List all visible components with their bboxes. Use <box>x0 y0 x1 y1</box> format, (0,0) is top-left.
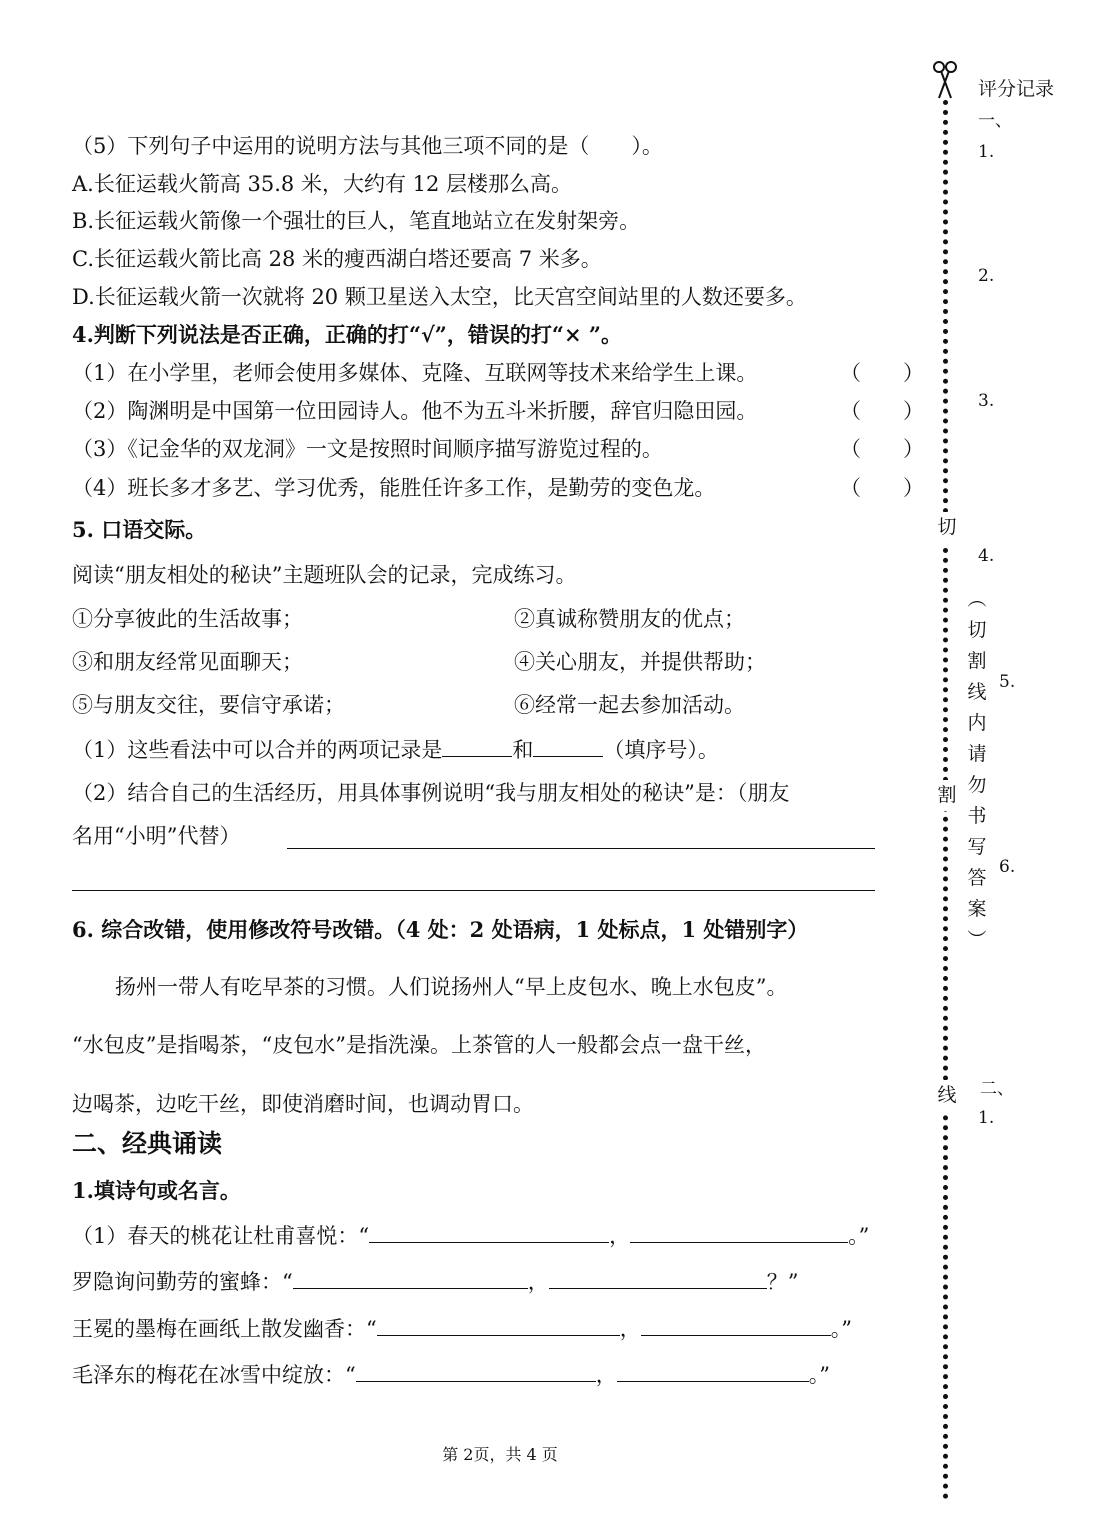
poem-line-1-comma: ， <box>609 1224 631 1248</box>
notice-char: 案 <box>967 898 987 920</box>
q5-sub2: （2）结合自己的生活经历，用具体事例说明“我与朋友相处的秘诀”是：（朋友 <box>72 781 790 805</box>
q5-title: 5. 口语交际。 <box>72 517 207 542</box>
poem-blank-3a[interactable] <box>377 1315 620 1336</box>
notice-char: 请 <box>967 743 987 765</box>
record-3: ③和朋友经常见面聊天； <box>72 650 303 674</box>
q5-sub1-text-b: 和 <box>512 738 534 762</box>
poem-line-3-end: 。” <box>830 1317 852 1341</box>
notice-char: 答 <box>967 867 987 889</box>
poem-line-1 <box>72 1222 869 1250</box>
q4-item-3: （3）《记金华的双龙洞》一文是按照时间顺序描写游览过程的。 <box>72 437 663 461</box>
q4-answer-paren-3[interactable]: （ ） <box>840 437 924 461</box>
poem-line-1-prompt: （1）春天的桃花让杜甫喜悦：“ <box>72 1224 370 1248</box>
poem-line-4-end: 。” <box>808 1363 830 1387</box>
option-a: A.长征运载火箭高 35.8 米，大约有 12 层楼那么高。 <box>72 172 573 196</box>
option-c: C.长征运载火箭比高 28 米的瘦西湖白塔还要高 7 米多。 <box>72 247 602 271</box>
q4-item-1: （1）在小学里，老师会使用多媒体、克隆、互联网等技术来给学生上课。 <box>72 361 758 385</box>
poem-line-3 <box>72 1315 852 1343</box>
score-section-1: 一、 <box>978 111 1012 131</box>
blank-record-a[interactable] <box>442 736 512 757</box>
poem-line-2-comma: ， <box>527 1270 549 1294</box>
q4-title: 4.判断下列说法是否正确，正确的打“√”，错误的打“× ”。 <box>72 322 622 347</box>
q5-sub1-text-a: （1）这些看法中可以合并的两项记录是 <box>72 738 443 762</box>
q6-paragraph-line-3: 边喝茶，边吃干丝，即使消磨时间，也调动胃口。 <box>72 1092 534 1116</box>
q4-answer-paren-1[interactable]: （ ） <box>840 361 924 385</box>
poem-line-2 <box>72 1268 799 1296</box>
notice-char: 勿 <box>967 774 987 796</box>
notice-char: 书 <box>967 805 987 827</box>
score-item-2: 2. <box>978 266 995 286</box>
cut-label-2: 割 <box>936 780 958 811</box>
score-record-title: 评分记录 <box>978 78 1055 100</box>
poem-line-2-prompt: 罗隐询问勤劳的蜜蜂：“ <box>72 1270 293 1294</box>
section2-q1-title: 1.填诗句或名言。 <box>72 1178 241 1203</box>
q6-paragraph-line-2: “水包皮”是指喝茶，“皮包水”是指洗澡。上茶管的人一般都会点一盘干丝， <box>72 1033 766 1057</box>
record-5: ⑤与朋友交往，要信守承诺； <box>72 693 345 717</box>
page-footer: 第 2页，共 4 页 <box>442 1445 558 1464</box>
cut-label-1: 切 <box>936 512 958 543</box>
q5-sub2-cont: 名用“小明”代替） <box>72 824 241 848</box>
notice-char: 线 <box>967 681 987 703</box>
record-1: ①分享彼此的生活故事； <box>72 607 303 631</box>
q5-sub1-text-c: （填序号）。 <box>603 738 719 762</box>
poem-line-2-end: ？” <box>766 1270 799 1294</box>
notice-char: ︵ <box>967 588 987 610</box>
poem-blank-2a[interactable] <box>293 1268 528 1289</box>
q4-answer-paren-4[interactable]: （ ） <box>840 476 924 500</box>
poem-blank-1a[interactable] <box>369 1222 609 1243</box>
score-section-2-item-1: 1. <box>978 1108 995 1128</box>
score-item-1: 1. <box>978 142 995 162</box>
poem-line-3-comma: ， <box>619 1317 641 1341</box>
cut-label-3: 线 <box>936 1080 958 1111</box>
q5-sub1 <box>72 736 719 764</box>
option-b: B.长征运载火箭像一个强壮的巨人，笔直地站立在发射架旁。 <box>72 209 641 233</box>
poem-line-3-prompt: 王冕的墨梅在画纸上散发幽香：“ <box>72 1317 377 1341</box>
score-item-6: 6. <box>999 857 1016 877</box>
score-item-4: 4. <box>978 546 995 566</box>
score-section-2: 二、 <box>980 1079 1014 1099</box>
q5-intro: 阅读“朋友相处的秘诀”主题班队会的记录，完成练习。 <box>72 563 577 587</box>
notice-char: 写 <box>967 836 987 858</box>
q3-item5: （5）下列句子中运用的说明方法与其他三项不同的是（ ）。 <box>72 134 663 158</box>
record-2: ②真诚称赞朋友的优点； <box>514 607 745 631</box>
score-item-3: 3. <box>978 391 995 411</box>
poem-blank-4b[interactable] <box>617 1361 809 1382</box>
q4-item-2: （2）陶渊明是中国第一位田园诗人。他不为五斗米折腰，辞官归隐田园。 <box>72 399 758 423</box>
notice-char: 割 <box>967 650 987 672</box>
poem-line-4 <box>72 1361 830 1389</box>
poem-line-4-prompt: 毛泽东的梅花在冰雪中绽放：“ <box>72 1363 356 1387</box>
q4-answer-paren-2[interactable]: （ ） <box>840 399 924 423</box>
notice-char: 切 <box>967 619 987 641</box>
blank-record-b[interactable] <box>533 736 603 757</box>
poem-line-4-comma: ， <box>595 1363 617 1387</box>
scissors-icon <box>932 60 958 100</box>
answer-line-2[interactable] <box>72 890 875 891</box>
record-6: ⑥经常一起去参加活动。 <box>514 693 745 717</box>
poem-blank-2b[interactable] <box>549 1268 767 1289</box>
record-4: ④关心朋友，并提供帮助； <box>514 650 766 674</box>
q6-paragraph-line-1: 扬州一带人有吃早茶的习惯。人们说扬州人“早上皮包水、晚上水包皮”。 <box>115 975 788 999</box>
no-answer-notice <box>966 584 988 956</box>
notice-char: ︶ <box>967 929 987 951</box>
notice-char: 内 <box>967 712 987 734</box>
poem-blank-4a[interactable] <box>356 1361 596 1382</box>
option-d: D.长征运载火箭一次就将 20 颗卫星送入太空，比天宫空间站里的人数还要多。 <box>72 285 807 309</box>
section2-title: 二、经典诵读 <box>72 1129 223 1158</box>
poem-blank-3b[interactable] <box>641 1315 831 1336</box>
q4-item-4: （4）班长多才多艺、学习优秀，能胜任许多工作，是勤劳的变色龙。 <box>72 476 716 500</box>
score-item-5: 5. <box>999 672 1016 692</box>
poem-line-1-end: 。” <box>848 1224 870 1248</box>
answer-line-1[interactable] <box>287 848 875 849</box>
q6-title: 6. 综合改错，使用修改符号改错。（4 处：2 处语病，1 处标点，1 处错别字） <box>72 917 809 942</box>
poem-blank-1b[interactable] <box>630 1222 848 1243</box>
